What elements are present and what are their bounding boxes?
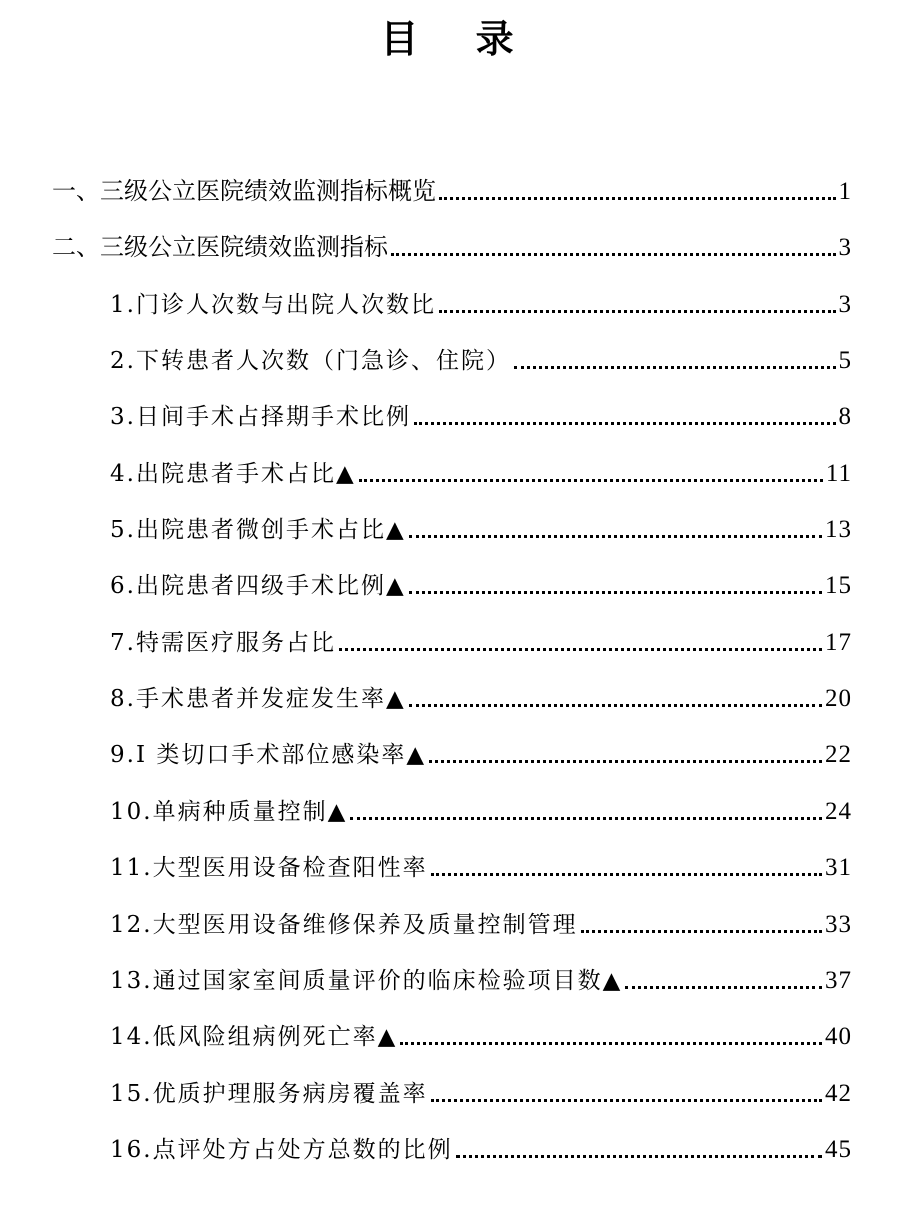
toc-entry-page: 1 [838,178,852,205]
toc-entry-page: 42 [825,1080,852,1107]
dot-leader [339,644,822,651]
toc-entry-page: 37 [825,967,852,994]
toc-entry-page: 15 [825,572,852,599]
toc-entry-page: 3 [838,291,852,318]
toc-entry-page: 22 [825,741,852,768]
toc-entry[interactable] [110,955,852,995]
dot-leader [409,531,822,538]
dot-leader [625,982,822,989]
dot-leader [359,475,823,482]
toc-entry-label: 一、三级公立医院绩效监测指标概览 [52,177,436,205]
toc-entry-page: 40 [825,1023,852,1050]
toc-entry[interactable] [110,617,852,657]
dot-leader [431,869,822,876]
toc-entry-page: 31 [825,854,852,881]
toc-entry-label: 14.低风险组病例死亡率▲ [110,1024,398,1050]
toc-entry-page: 17 [825,629,852,656]
toc-entry-page: 11 [825,460,852,487]
toc-entry-page: 24 [825,798,852,825]
toc-entry-label: 5.出院患者微创手术占比▲ [110,517,406,543]
toc-entry-page: 20 [825,685,852,712]
toc-entry[interactable] [110,560,852,600]
toc-entry-page: 8 [838,403,852,430]
toc-entry[interactable] [110,842,852,882]
toc-entry[interactable] [110,504,852,544]
dot-leader [409,700,822,707]
toc-entry[interactable] [52,222,852,262]
dot-leader [581,926,822,933]
toc-entry-page: 33 [825,911,852,938]
toc-entry-label: 15.优质护理服务病房覆盖率 [110,1081,428,1107]
toc-entry-label: 10.单病种质量控制▲ [110,799,348,825]
toc-entry[interactable] [110,786,852,826]
toc-entry-label: 11.大型医用设备检查阳性率 [110,855,428,881]
dot-leader [439,306,836,313]
toc-entry[interactable] [110,279,852,319]
dot-leader [514,362,836,369]
toc-entry-label: 2.下转患者人次数（门急诊、住院） [110,348,511,374]
toc-entry[interactable] [110,448,852,488]
toc-entry[interactable] [52,166,852,206]
dot-leader [414,418,836,425]
toc-entry-label: 16.点评处方占处方总数的比例 [110,1137,453,1163]
toc-entry-page: 3 [838,234,852,261]
dot-leader [439,193,836,200]
dot-leader [350,813,822,820]
toc-entry[interactable] [110,899,852,939]
toc-entry-label: 1.门诊人次数与出院人次数比 [110,292,436,318]
toc-entry-page: 45 [825,1136,852,1163]
dot-leader [391,249,836,256]
toc-entry-label: 3.日间手术占择期手术比例 [110,404,411,430]
toc-entry[interactable] [110,1011,852,1051]
toc-entry[interactable] [110,391,852,431]
toc-entry-label: 8.手术患者并发症发生率▲ [110,686,406,712]
dot-leader [431,1095,822,1102]
toc-entry-label: 7.特需医疗服务占比 [110,630,336,656]
toc-entry[interactable] [110,1068,852,1108]
toc-entry-label: 12.大型医用设备维修保养及质量控制管理 [110,912,578,938]
toc-entry[interactable] [110,729,852,769]
toc-entry[interactable] [110,1124,852,1164]
dot-leader [429,756,822,763]
dot-leader [400,1038,822,1045]
toc-entry-label: 6.出院患者四级手术比例▲ [110,573,406,599]
toc-entry-label: 9.I 类切口手术部位感染率▲ [110,742,427,768]
toc-entry[interactable] [110,335,852,375]
page-title: 目 录 [380,17,536,61]
toc-entry-label: 4.出院患者手术占比▲ [110,461,356,487]
toc-entry[interactable] [110,673,852,713]
toc-entry-page: 5 [838,347,852,374]
toc-entry-label: 13.通过国家室间质量评价的临床检验项目数▲ [110,968,623,994]
toc-entry-label: 二、三级公立医院绩效监测指标 [52,233,388,261]
dot-leader [456,1151,822,1158]
toc-entry-page: 13 [825,516,852,543]
dot-leader [409,587,822,594]
